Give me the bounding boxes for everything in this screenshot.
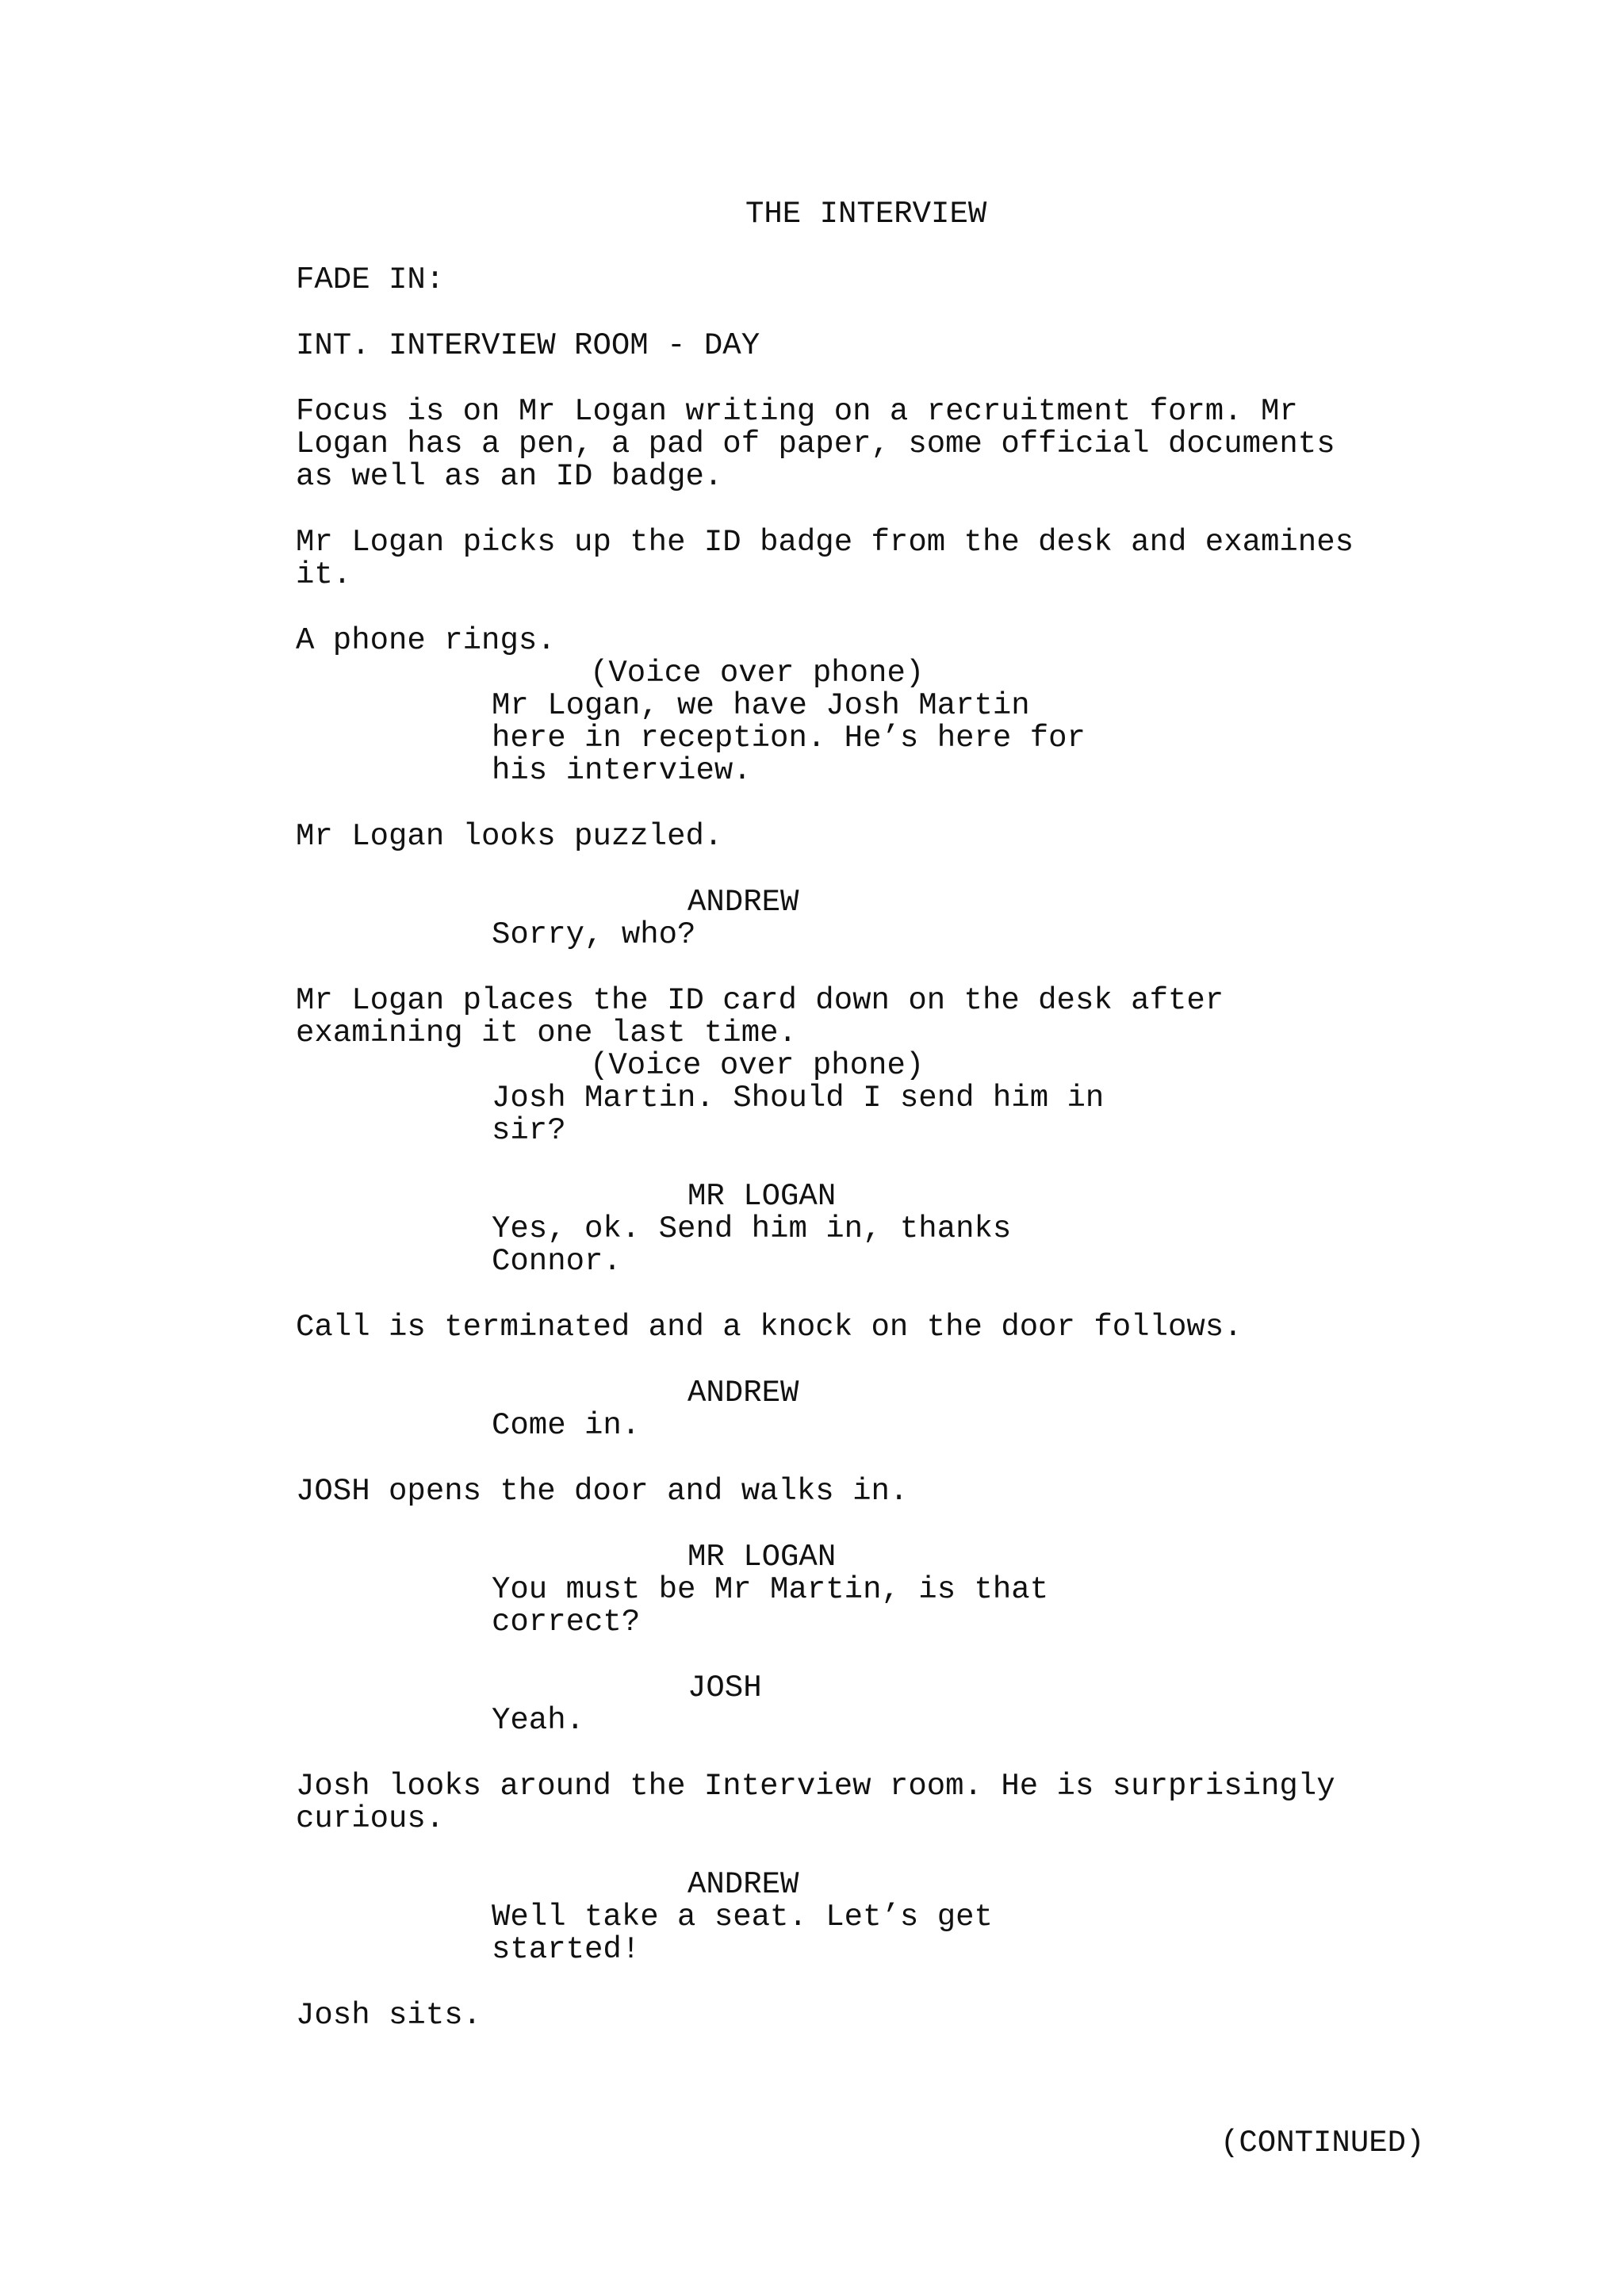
dialogue-line: Come in. xyxy=(492,1408,641,1443)
dialogue-line: Josh Martin. Should I send him in xyxy=(492,1081,1105,1115)
action-line: A phone rings. xyxy=(296,623,556,658)
action-line: as well as an ID badge. xyxy=(296,459,723,494)
action-line: curious. xyxy=(296,1801,445,1836)
action-line: Mr Logan places the ID card down on the desk after xyxy=(296,983,1224,1018)
dialogue-line: Sorry, who? xyxy=(492,917,696,952)
character-name: MR LOGAN xyxy=(688,1540,837,1575)
action-line: Logan has a pen, a pad of paper, some official documents xyxy=(296,427,1335,461)
action-line: Call is terminated and a knock on the door follows. xyxy=(296,1310,1243,1345)
transition: FADE IN: xyxy=(296,262,445,297)
parenthetical: (Voice over phone) xyxy=(590,1048,925,1083)
character-name: JOSH xyxy=(688,1670,762,1705)
action-line: Josh sits. xyxy=(296,1998,482,2033)
character-name: ANDREW xyxy=(688,1376,799,1410)
action-line: Josh looks around the Interview room. He is surprisingly xyxy=(296,1769,1335,1804)
dialogue-line: Yeah. xyxy=(492,1703,585,1738)
action-line: examining it one last time. xyxy=(296,1016,797,1050)
dialogue-line: his interview. xyxy=(492,753,752,788)
dialogue-line: Mr Logan, we have Josh Martin xyxy=(492,688,1030,723)
dialogue-line: sir? xyxy=(492,1113,566,1148)
scene-heading: INT. INTERVIEW ROOM - DAY xyxy=(296,328,760,363)
dialogue-line: Well take a seat. Let’s get xyxy=(492,1900,993,1934)
script-title: THE INTERVIEW xyxy=(745,197,987,232)
dialogue-line: Yes, ok. Send him in, thanks xyxy=(492,1211,1012,1246)
dialogue-line: here in reception. He’s here for xyxy=(492,721,1086,756)
dialogue-line: started! xyxy=(492,1932,641,1967)
character-name: MR LOGAN xyxy=(688,1179,837,1214)
dialogue-line: You must be Mr Martin, is that xyxy=(492,1572,1049,1607)
parenthetical: (Voice over phone) xyxy=(590,656,925,691)
action-line: Mr Logan picks up the ID badge from the desk and examines xyxy=(296,525,1354,560)
dialogue-line: correct? xyxy=(492,1605,641,1640)
character-name: ANDREW xyxy=(688,1867,799,1902)
continued-marker: (CONTINUED) xyxy=(1220,2126,1425,2160)
action-line: JOSH opens the door and walks in. xyxy=(296,1474,909,1509)
dialogue-line: Connor. xyxy=(492,1244,622,1279)
action-line: Mr Logan looks puzzled. xyxy=(296,819,723,854)
action-line: Focus is on Mr Logan writing on a recruitment form. Mr xyxy=(296,394,1298,429)
character-name: ANDREW xyxy=(688,885,799,920)
action-line: it. xyxy=(296,557,352,592)
